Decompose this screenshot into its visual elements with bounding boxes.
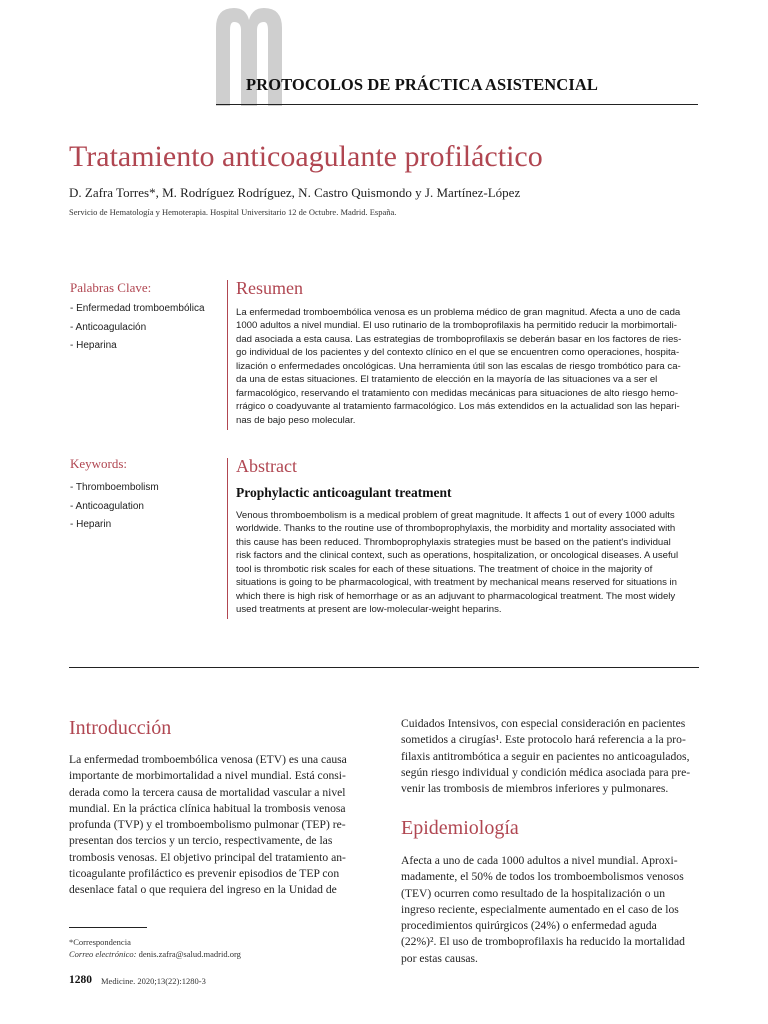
text-line: tool is thrombotic risk scales for each of these situations. The treatment of choice in the majority of — [236, 563, 653, 575]
introduccion-text — [69, 752, 365, 899]
keywords-es-list — [70, 302, 205, 358]
text-line: this cause has been reduced. Thromboprophylaxis strategies must be based on the patient's individual — [236, 536, 671, 548]
article-authors: D. Zafra Torres*, M. Rodríguez Rodríguez, N. Castro Quismondo y J. Martínez-López — [69, 185, 521, 200]
keyword-item: - Enfermedad tromboembólica — [70, 303, 205, 314]
introduccion-continuation — [401, 716, 697, 797]
text-line: presentan dos tercios y un tercio, respectivamente, de las — [69, 834, 333, 848]
text-line: lización o enfermedades oncológicas. Una herramienta útil son las escalas de riesgo trombótico para ca- — [236, 360, 681, 372]
keywords-en-title: Keywords: — [70, 456, 128, 471]
text-line: según riesgo individual y condición médica asociada para pre- — [401, 765, 691, 779]
text-line: used treatments at present are low-molecular-weight heparins. — [236, 604, 502, 616]
resumen-text — [236, 306, 699, 427]
article-affiliation: Servicio de Hematología y Hemoterapia. Hospital Universitario 12 de Octubre. Madrid. España. — [69, 207, 397, 217]
text-line: sometidos a cirugías¹. Este protocolo hará referencia a la pro- — [401, 733, 686, 747]
text-line: derada como la tercera causa de mortalidad vascular a nivel — [69, 785, 346, 799]
footnote-email-label: Correo electrónico: — [69, 949, 137, 959]
text-line: trombosis venosas. El objetivo principal del tratamiento an- — [69, 850, 346, 864]
text-line: 1000 adultos a nivel mundial. El uso rutinario de la tromboprofilaxis ha permitido reducir la morbimortali- — [236, 320, 677, 332]
text-line: (22%)². El uso de tromboprofilaxis ha reducido la mortalidad — [401, 935, 685, 949]
text-line: La enfermedad tromboembólica venosa (ETV) es una causa — [69, 753, 347, 766]
article-title: Tratamiento anticoagulante profiláctico — [69, 140, 543, 173]
text-line: risk factors and the clinical context, such as operations, hospitalization, or oncological diseases. A useful — [236, 550, 679, 562]
abstract-text — [236, 509, 699, 617]
text-line: La enfermedad tromboembólica venosa es un problema médico de gran magnitud. Afecta a uno de cada — [236, 307, 681, 318]
resumen-heading: Resumen — [236, 278, 303, 298]
text-line: importante de morbimortalidad a nivel mundial. Está consi- — [69, 769, 346, 783]
text-line: filaxis antitrombótica a seguir en pacientes no anticoagulados, — [401, 749, 690, 763]
abstract-heading: Abstract — [236, 456, 297, 476]
text-line: profunda (TVP) y el tromboembolismo pulmonar (TEP) re- — [69, 818, 346, 832]
text-line: farmacológico, reservando el tratamiento con medidas mecánicas para situaciones de alto riesgo hemo- — [236, 387, 679, 399]
text-line: por estas causas. — [401, 951, 478, 965]
introduccion-heading: Introducción — [69, 717, 172, 739]
section-divider — [69, 667, 699, 668]
abstract-subtitle: Prophylactic anticoagulant treatment — [236, 485, 452, 500]
text-line: ingreso reciente, especialmente aumentado en el caso de los — [401, 902, 679, 916]
resumen-rule — [227, 280, 228, 430]
text-line: nas de bajo peso molecular. — [236, 414, 356, 426]
text-line: venir las trombosis de miembros inferiores y pulmonares. — [401, 782, 669, 796]
keyword-item: - Anticoagulación — [70, 321, 147, 333]
text-line: madamente, el 50% de todos los tromboembolismos venosos — [401, 870, 684, 884]
text-line: Afecta a uno de cada 1000 adultos a nivel mundial. Aproxi- — [401, 854, 678, 867]
keywords-es-title: Palabras Clave: — [70, 280, 152, 295]
section-label: PROTOCOLOS DE PRÁCTICA ASISTENCIAL — [246, 75, 598, 94]
epidemiologia-heading: Epidemiología — [401, 817, 519, 839]
keyword-item: - Anticoagulation — [70, 500, 144, 512]
keyword-item: - Heparin — [70, 519, 112, 530]
abstract-rule — [227, 458, 228, 619]
footnote-email-line — [69, 949, 241, 959]
footnote-correspondence: *Correspondencia — [69, 937, 131, 947]
text-line: Venous thromboembolism is a medical problem of great magnitude. It affects 1 out of every 1000 adults — [236, 510, 675, 521]
keywords-en-list — [70, 481, 159, 537]
keyword-item: - Heparina — [70, 340, 117, 351]
text-line: (TEV) ocurren como resultado de la hospitalización o un — [401, 886, 665, 900]
text-line: mundial. En la práctica clínica habitual la trombosis venosa — [69, 801, 346, 815]
text-line: rrágico o coadyuvante al tratamiento farmacológico. Los más extendidos en la actualidad son las hepari- — [236, 401, 680, 413]
epidemiologia-text — [401, 853, 697, 967]
text-line: procedimientos quirúrgicos (24%) o enfermedad aguda — [401, 919, 657, 933]
text-line: dad asociada a esta causa. Las estrategias de tromboprofilaxis se deberán basar en los factores de ries- — [236, 333, 682, 345]
text-line: Cuidados Intensivos, con especial consideración en pacientes — [401, 717, 686, 730]
text-line: situations is going to be pharmacological, with treatment by mechanical means reserved for situations in — [236, 577, 678, 589]
text-line: da una de estas situaciones. El tratamiento de elección en la mayoría de las situaciones va a ser el — [236, 374, 658, 386]
footnote-email[interactable]: denis.zafra@salud.madrid.org — [138, 949, 241, 959]
text-line: desenlace fatal o que requiera del ingreso en la Unidad de — [69, 883, 337, 897]
text-line: go individual de los pacientes y del contexto clínico en el que se encuentren como operaciones, hospita- — [236, 347, 680, 359]
text-line: which there is high risk of hemorrhage or as an adjuvant to pharmacological treatment. The most widely — [236, 590, 676, 602]
section-header — [216, 70, 698, 105]
footnote-rule — [69, 927, 147, 928]
text-line: worldwide. Thanks to the routine use of thromboprophylaxis, the morbidity and mortality associated with — [236, 523, 676, 535]
journal-reference: Medicine. 2020;13(22):1280-3 — [101, 976, 206, 986]
page-number: 1280 — [69, 974, 92, 986]
text-line: ticoagulante profiláctico es prevenir episodios de TEP con — [69, 867, 340, 881]
keyword-item: - Thromboembolism — [70, 482, 159, 493]
